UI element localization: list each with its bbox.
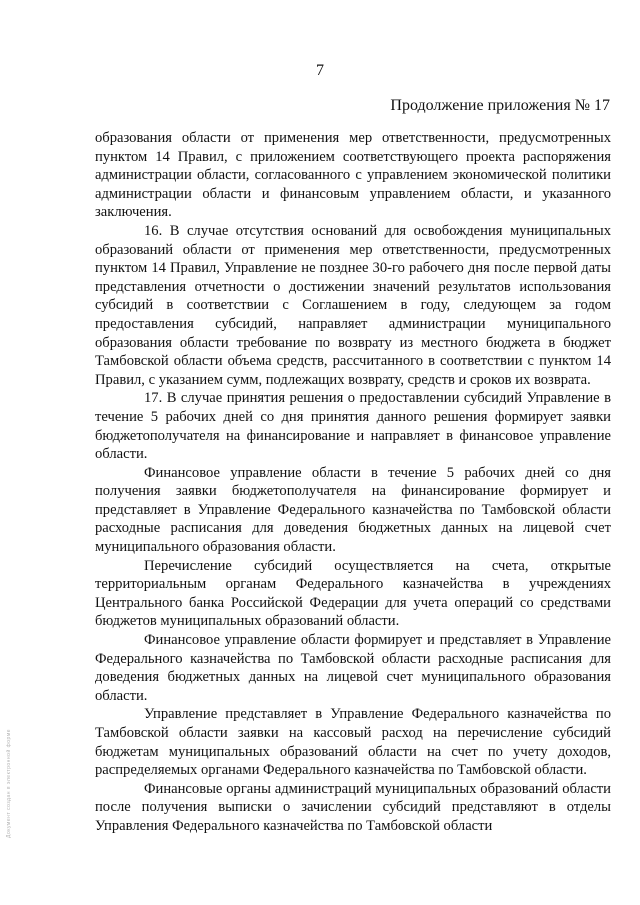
margin-watermark: Документ создан в электронной форме [6, 728, 12, 838]
page-number: 7 [316, 62, 324, 79]
paragraph-16: 16. В случае отсутствия оснований для освобождения муниципальных образований области от применения мер ответственности, предусмотренных пунктом 14 Правил, Управление не позднее 30-го рабочего дня после первой даты представления отчетности о достижении значений результатов использования субсидий в соответствии с Соглашением в году, следующем за годом предоставления субсидий, направляет администрации муниципального образования области требование по возврату из местного бюджета в бюджет Тамбовской области объема средств, рассчитанного в соответствии с пунктом 14 Правил, с указанием сумм, подлежащих возврату, средств и сроков их возврата. [95, 222, 611, 388]
paragraph-transfer-of-subsidies: Перечисление субсидий осуществляется на счета, открытые территориальным органам Федерального казначейства в учреждениях Центрального банка Российской Федерации для учета операций со средствами бюджетов муниципальных образований области. [95, 557, 611, 630]
paragraph-17: 17. В случае принятия решения о предоставлении субсидий Управление в течение 5 рабочих дней со дня принятия данного решения формирует заявки бюджетополучателя на финансирование и направляет в финансовое управление области. [95, 390, 611, 463]
document-body [95, 129, 611, 836]
paragraph-cash-expense-requests: Управление представляет в Управление Федерального казначейства по Тамбовской области заявки на кассовый расход на перечисление субсидий бюджетам муниципальных образований области на счет по учету доходов, распределяемых органами Федерального казначейства по Тамбовской области. [95, 706, 611, 779]
appendix-header: Продолжение приложения № 17 [390, 97, 610, 114]
paragraph-financial-management: Финансовое управление области в течение 5 рабочих дней со дня получения заявки бюджетополучателя на финансирование формирует и представляет в Управление Федерального казначейства по Тамбовской области расходные расписания для доведения бюджетных данных на лицевой счет муниципального образования области. [95, 464, 611, 556]
paragraph-financial-bodies: Финансовые органы администраций муниципальных образований области после получения выписки о зачислении субсидий представляют в отделы Управления Федерального казначейства по Тамбовской области [95, 780, 611, 834]
paragraph-continuation: образования области от применения мер ответственности, предусмотренных пунктом 14 Правил, с приложением соответствующего проекта распоряжения администрации области, согласованного с управлением экономической политики администрации области и финансовым управлением области, и указанного заключения. [95, 130, 611, 221]
paragraph-expense-schedules: Финансовое управление области формирует и представляет в Управление Федерального казначейства по Тамбовской области расходные расписания для доведения бюджетных данных на лицевой счет муниципального образования области. [95, 632, 611, 704]
